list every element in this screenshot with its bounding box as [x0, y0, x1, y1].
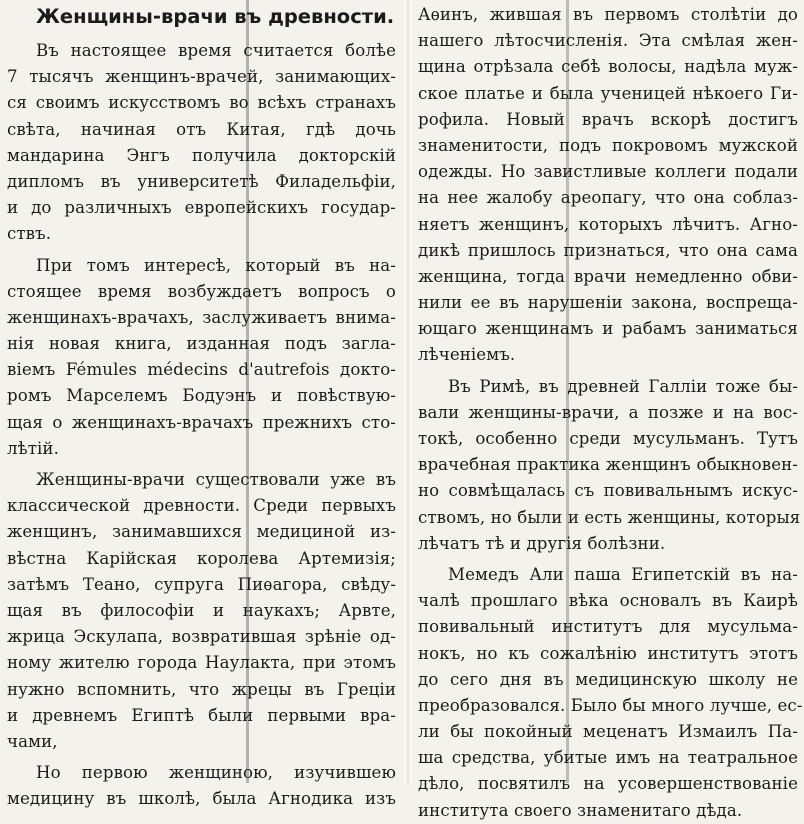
text-line: ли бы покойный меценатъ Измаилъ Па- — [418, 722, 798, 742]
text-line: дипломъ въ университетѣ Филадельфіи, — [7, 171, 396, 191]
text-line: ромъ Марселемъ Бодуэнъ и повѣствую- — [7, 386, 396, 406]
text-line: свѣта, начиная отъ Китая, гдѣ дочь — [7, 119, 396, 139]
text-line: Аѳинъ, жившая въ первомъ столѣтіи до — [418, 5, 798, 24]
text-line: вѣстна Карійская королева Артемизія; — [7, 548, 396, 568]
text-line: При томъ интересѣ, который въ на- — [36, 255, 396, 275]
text-line: повивальный институтъ для мусульма- — [418, 617, 798, 637]
text-line: нія новая книга, изданная подъ загла- — [7, 334, 396, 354]
text-line: рофила. Новый врачъ вскорѣ достигъ — [418, 109, 798, 129]
text-line: лѣтій. — [7, 438, 59, 458]
text-line: женщина, тогда врачи немедленно обви- — [418, 266, 798, 286]
text-line: преобразовался. Было бы много лучше, ес- — [418, 695, 803, 715]
text-line: нашего лѣтосчисленія. Эта смѣлая жен- — [418, 31, 798, 51]
text-line: лѣчатъ тѣ и другія болѣзни. — [418, 533, 666, 553]
text-line: токѣ, особенно среди мусульманъ. Тутъ — [418, 429, 798, 448]
text-line: врачебная практика женщинъ обыкновен- — [418, 455, 798, 475]
text-line: щина отрѣзала себѣ волосы, надѣла муж- — [418, 57, 798, 77]
text-line: чалѣ прошлаго вѣка основалъ въ Каирѣ — [418, 591, 798, 611]
text-line: на нее жалобу ареопагу, что она соблаз- — [418, 188, 798, 208]
text-line: лѣченіемъ. — [418, 345, 516, 365]
text-line: щая о женщинахъ-врачахъ прежнихъ сто- — [7, 412, 396, 432]
text-line: женщинъ, занимавшихся медициной из- — [7, 522, 396, 542]
text-line: 7 тысячъ женщинъ-врачей, занимающих- — [7, 67, 396, 87]
text-line: віемъ Fémules médecins d'autrefois докто- — [7, 360, 396, 380]
text-line: чами, — [7, 731, 58, 751]
text-line: Но первою женщиною, изучившею — [36, 763, 396, 783]
left-column-text — [0, 38, 404, 812]
text-line: и древнемъ Египтѣ были первыми вра- — [7, 705, 396, 725]
text-line: ся своимъ искусствомъ во всѣхъ странахъ — [7, 93, 396, 113]
text-line: ское платье и была ученицей нѣкоего Ги- — [418, 83, 798, 103]
text-line: ствомъ, но были и есть женщины, которыя — [418, 507, 801, 527]
right-column-text — [412, 2, 804, 824]
text-line: дикѣ пришлось признаться, что она сама — [418, 240, 798, 260]
text-line: Женщины-врачи существовали уже въ — [36, 470, 396, 489]
text-line: нужно вспомнить, что жрецы въ Греціи — [7, 679, 396, 699]
column-gutter — [404, 0, 412, 783]
text-line: одежды. Но завистливые коллеги подали — [418, 162, 798, 182]
text-line: ющаго женщинамъ и рабамъ заниматься — [418, 319, 798, 339]
text-line: вали женщины-врачи, а позже и на вос- — [418, 402, 798, 422]
text-line: женщинахъ-врачахъ, заслуживаетъ внима- — [7, 307, 396, 327]
text-line: до сего дня въ медицинскую школу не — [418, 669, 798, 689]
text-line: щая въ философіи и наукахъ; Арвте, — [7, 600, 396, 620]
text-line: медицину въ школѣ, была Агнодика изъ — [7, 789, 396, 809]
text-line: Въ настоящее время считается болѣе — [36, 41, 396, 60]
text-line: жрица Эскулапа, возвратившая зрѣніе од- — [7, 627, 396, 647]
text-line: ствъ. — [7, 224, 52, 244]
text-line: нокъ, но къ сожалѣнію институтъ этотъ — [418, 643, 798, 663]
right-column — [412, 0, 804, 820]
text-line: Въ Римѣ, въ древней Галліи тоже бы- — [448, 376, 798, 396]
text-line: нили ее въ нарушеніи закона, воспреща- — [418, 293, 798, 313]
text-line: няетъ женщинъ, которыхъ лѣчитъ. Агно- — [418, 214, 798, 234]
text-line: Мемедъ Али паша Египетскій въ на- — [448, 564, 798, 584]
text-line: мандарина Энгъ получила докторскій — [7, 145, 396, 165]
text-line: затѣмъ Теано, супруга Пиѳагора, свѣду- — [7, 574, 396, 594]
text-line: но совмѣщалась съ повивальнымъ искус- — [418, 481, 798, 501]
text-line: знаменитости, подъ покровомъ мужской — [418, 135, 798, 155]
text-line: ному жителю города Наулакта, при этомъ — [7, 653, 396, 673]
text-line: института своего знаменитаго дѣда. — [418, 800, 743, 820]
text-line: дѣло, посвятилъ на усовершенствованіе — [418, 774, 798, 794]
left-column — [0, 0, 404, 809]
text-line: ша средства, убитые имъ на театральное — [418, 748, 798, 768]
text-line: и до различныхъ европейскихъ государ- — [7, 198, 396, 218]
text-line: классической древности. Среди первыхъ — [7, 496, 396, 516]
article-title: Женщины-врачи въ древности. — [36, 5, 395, 28]
text-line: стоящее время возбуждаетъ вопросъ о — [7, 281, 396, 301]
